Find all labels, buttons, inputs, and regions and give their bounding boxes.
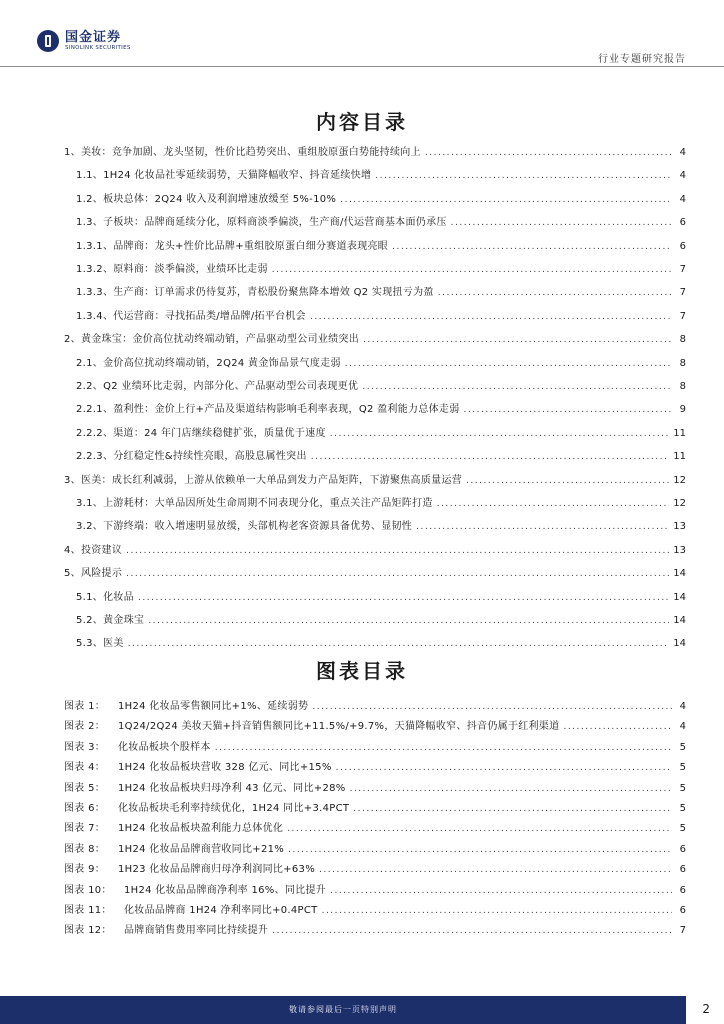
toc-entry-label: 5、风险提示: [64, 568, 123, 580]
page-header: [0, 0, 724, 70]
toc-entry[interactable]: [76, 166, 686, 182]
toc-entry-page: 11: [673, 451, 686, 463]
toc-entry[interactable]: [76, 447, 686, 463]
figure-entry-label: 1H24 化妆品品牌商营收同比+21%: [118, 843, 285, 855]
figure-entry-label: 1Q24/2Q24 美妆天猫+抖音销售额同比+11.5%/+9.7%，天猫降幅收窄、抖音仍属于红利渠道: [118, 721, 560, 733]
figure-entry-number: 图表 2：: [64, 721, 106, 733]
toc-entry[interactable]: [76, 213, 686, 229]
dot-leader: [336, 763, 672, 773]
toc-entry-page: 12: [673, 474, 686, 486]
toc-entry[interactable]: [76, 307, 686, 323]
dot-leader: [311, 452, 670, 462]
toc-entry-page: 7: [679, 310, 686, 322]
figure-entry-number: 图表 11：: [64, 905, 112, 916]
figure-entry[interactable]: [64, 758, 686, 774]
figure-entry-page: 5: [679, 782, 686, 794]
toc-entry-page: 14: [673, 615, 686, 626]
toc-entry-label: 2、黄金珠宝：金价高位扰动终端动销，产品驱动型公司业绩突出: [64, 334, 360, 346]
header-divider: [0, 66, 724, 67]
toc-entry-label: 1、美妆：竞争加剧、龙头坚韧，性价比趋势突出、重组胶原蛋白势能持续向上: [64, 147, 421, 158]
figure-entry[interactable]: [64, 697, 686, 713]
logo-chinese-name: 国金证券: [65, 29, 122, 45]
dot-leader: [272, 265, 672, 275]
toc-entry[interactable]: [76, 237, 686, 253]
toc-entry-page: 4: [679, 193, 686, 205]
toc-entry[interactable]: [64, 564, 686, 580]
report-type-label: 行业专题研究报告: [598, 54, 686, 65]
figure-entry-number: 图表 6：: [64, 803, 106, 814]
dot-leader: [330, 886, 672, 896]
figure-entry-label: 1H24 化妆品板块归母净利 43 亿元、同比+28%: [118, 782, 346, 794]
toc-entry-label: 1.1、1H24 化妆品社零延续弱势，天猫降幅收窄、抖音延续快增: [76, 170, 372, 182]
toc-entry-label: 3.1、上游耗材：大单品因所处生命周期不同表现分化，重点关注产品矩阵打造: [76, 498, 433, 509]
figure-entry-number: 图表 9：: [64, 864, 106, 876]
dot-leader: [353, 804, 672, 814]
company-logo: [36, 28, 131, 54]
figure-entry-page: 5: [679, 762, 686, 774]
toc-entry-page: 14: [673, 591, 686, 603]
toc-entry-label: 5.2、黄金珠宝: [76, 615, 145, 626]
dot-leader: [363, 335, 672, 345]
toc-entry[interactable]: [76, 588, 686, 604]
dot-leader: [319, 865, 672, 875]
dot-leader: [438, 288, 672, 298]
dot-leader: [563, 722, 672, 732]
dot-leader: [350, 784, 672, 794]
figure-entry-number: 图表 10：: [64, 884, 112, 896]
figure-entry-page: 4: [679, 721, 686, 733]
toc-entry-page: 6: [679, 217, 686, 229]
toc-entry[interactable]: [76, 634, 686, 650]
dot-leader: [288, 845, 672, 855]
toc-entry-page: 4: [679, 170, 686, 182]
dot-leader: [310, 312, 672, 322]
figure-entry-page: 5: [679, 823, 686, 835]
contents-title: 内容目录: [316, 110, 408, 134]
dot-leader: [416, 522, 669, 532]
toc-entry-page: 13: [673, 544, 686, 556]
toc-entry[interactable]: [76, 260, 686, 276]
toc-entry-label: 1.3.4、代运营商：寻找拓品类/增品牌/拓平台机会: [76, 310, 306, 322]
toc-entry[interactable]: [76, 283, 686, 299]
logo-english-name: SINOLINK SECURITIES: [65, 44, 131, 51]
toc-entry-label: 3、医美：成长红利减弱，上游从依赖单一大单品到发力产品矩阵，下游聚焦高质量运营: [64, 474, 463, 486]
figure-entry-page: 7: [679, 925, 686, 937]
toc-entry-label: 1.3.1、品牌商：龙头+性价比品牌+重组胶原蛋白细分赛道表现亮眼: [76, 240, 389, 252]
toc-entry-label: 5.3、医美: [76, 638, 124, 650]
toc-entry-page: 12: [673, 498, 686, 509]
toc-entry[interactable]: [76, 354, 686, 370]
figure-entry-label: 化妆品板块个股样本: [118, 741, 211, 753]
toc-entry-label: 1.3、子板块：品牌商延续分化，原料商淡季偏淡，生产商/代运营商基本面仍承压: [76, 217, 447, 229]
toc-entry-page: 8: [679, 381, 686, 392]
figure-entry-number: 图表 3：: [64, 741, 106, 753]
dot-leader: [126, 546, 669, 556]
toc-entry-page: 13: [673, 521, 686, 533]
figure-entry-label: 1H24 化妆品零售额同比+1%、延续弱势: [118, 701, 309, 712]
dot-leader: [340, 195, 672, 205]
dot-leader: [126, 569, 669, 579]
figure-entry[interactable]: [64, 819, 686, 835]
toc-entry-page: 8: [679, 357, 686, 369]
dot-leader: [464, 405, 672, 415]
figure-entry[interactable]: [64, 799, 686, 815]
dot-leader: [312, 702, 672, 712]
figure-entry[interactable]: [64, 738, 686, 754]
toc-entry-page: 9: [679, 404, 686, 416]
toc-entry-label: 2.1、金价高位扰动终端动销，2Q24 黄金饰品景气度走弱: [76, 357, 341, 369]
dot-leader: [287, 824, 672, 834]
dot-leader: [345, 359, 672, 369]
figure-entry-label: 化妆品板块毛利率持续优化，1H24 同比+3.4PCT: [118, 803, 350, 814]
toc-entry[interactable]: [76, 494, 686, 510]
figure-entry-number: 图表 8：: [64, 843, 106, 855]
toc-entry-label: 4、投资建议: [64, 544, 123, 556]
dot-leader: [272, 926, 672, 936]
figure-entry-label: 化妆品品牌商 1H24 净利率同比+0.4PCT: [124, 905, 318, 916]
toc-entry-label: 1.3.3、生产商：订单需求仍待复苏，青松股份聚焦降本增效 Q2 实现扭亏为盈: [76, 287, 434, 299]
figure-entry-label: 1H23 化妆品品牌商归母净利润同比+63%: [118, 864, 315, 876]
figure-entry-number: 图表 12：: [64, 925, 112, 937]
figure-entry-page: 6: [679, 864, 686, 876]
figure-entry-page: 5: [679, 741, 686, 753]
figure-entry-label: 品牌商销售费用率同比持续提升: [124, 925, 269, 937]
toc-entry-label: 2.2.2、渠道：24 年门店继续稳健扩张，质量优于速度: [76, 427, 326, 439]
toc-entry[interactable]: [76, 424, 686, 440]
figure-entry[interactable]: [64, 779, 686, 795]
figures-title: 图表目录: [316, 659, 408, 683]
figure-entry-page: 4: [679, 701, 686, 712]
dot-leader: [148, 616, 669, 626]
dot-leader: [362, 382, 672, 392]
footer-disclaimer: 敬请参阅最后一页特别声明: [289, 1005, 397, 1014]
toc-entry-label: 1.3.2、原料商：淡季偏淡，业绩环比走弱: [76, 264, 268, 275]
dot-leader: [437, 499, 670, 509]
figure-entry-number: 图表 4：: [64, 762, 106, 774]
toc-entry[interactable]: [76, 611, 686, 627]
toc-entry-label: 3.2、下游终端：收入增速明显放缓，头部机构老客资源具备优势、显韧性: [76, 521, 413, 533]
figure-entry-number: 图表 5：: [64, 782, 106, 794]
figure-entry-label: 1H24 化妆品品牌商净利率 16%、同比提升: [124, 884, 327, 896]
dot-leader: [466, 476, 669, 486]
dot-leader: [392, 242, 672, 252]
page-number: 2: [702, 1002, 710, 1016]
toc-entry-label: 2.2、Q2 业绩环比走弱，内部分化、产品驱动型公司表现更优: [76, 381, 359, 392]
toc-entry[interactable]: [76, 517, 686, 533]
figure-entry-page: 6: [679, 843, 686, 855]
toc-entry-page: 7: [679, 264, 686, 275]
dot-leader: [138, 593, 669, 603]
toc-entry-page: 8: [679, 334, 686, 346]
toc-entry[interactable]: [64, 471, 686, 487]
dot-leader: [375, 171, 672, 181]
dot-leader: [128, 639, 670, 649]
toc-entry-page: 14: [673, 568, 686, 580]
dot-leader: [215, 743, 672, 753]
figure-entry-page: 6: [679, 905, 686, 916]
toc-entry-page: 11: [673, 427, 686, 439]
toc-entry[interactable]: [76, 377, 686, 393]
dot-leader: [322, 906, 672, 916]
figure-entry-page: 6: [679, 884, 686, 896]
figure-entry[interactable]: [64, 840, 686, 856]
toc-entry-label: 2.2.1、盈利性：金价上行+产品及渠道结构影响毛利率表现，Q2 盈利能力总体走弱: [76, 404, 460, 416]
figure-entry[interactable]: [64, 901, 686, 917]
figure-entry[interactable]: [64, 717, 686, 733]
toc-entry-label: 5.1、化妆品: [76, 591, 135, 603]
toc-entry[interactable]: [76, 400, 686, 416]
figure-entry[interactable]: [64, 860, 686, 876]
figure-entry-number: 图表 7：: [64, 823, 106, 835]
toc-entry[interactable]: [64, 143, 686, 159]
figure-entry-label: 1H24 化妆品板块盈利能力总体优化: [118, 823, 284, 835]
toc-entry[interactable]: [76, 190, 686, 206]
toc-entry-page: 4: [679, 147, 686, 158]
toc-entry[interactable]: [64, 330, 686, 346]
figure-entry-page: 5: [679, 803, 686, 814]
toc-entry-page: 6: [679, 240, 686, 252]
toc-entry-label: 1.2、板块总体：2Q24 收入及利润增速放缓至 5%-10%: [76, 193, 337, 205]
toc-entry-label: 2.2.3、分红稳定性&持续性亮眼，高股息属性突出: [76, 451, 307, 463]
toc-entry-page: 14: [673, 638, 686, 650]
figure-entry[interactable]: [64, 881, 686, 897]
logo-icon: [36, 29, 60, 53]
dot-leader: [451, 218, 672, 228]
figure-entry-label: 1H24 化妆品板块营收 328 亿元、同比+15%: [118, 762, 332, 774]
toc-entry-page: 7: [679, 287, 686, 299]
figure-entry-number: 图表 1：: [64, 701, 106, 712]
dot-leader: [330, 429, 670, 439]
toc-entry[interactable]: [64, 541, 686, 557]
figure-entry[interactable]: [64, 921, 686, 937]
dot-leader: [425, 148, 672, 158]
